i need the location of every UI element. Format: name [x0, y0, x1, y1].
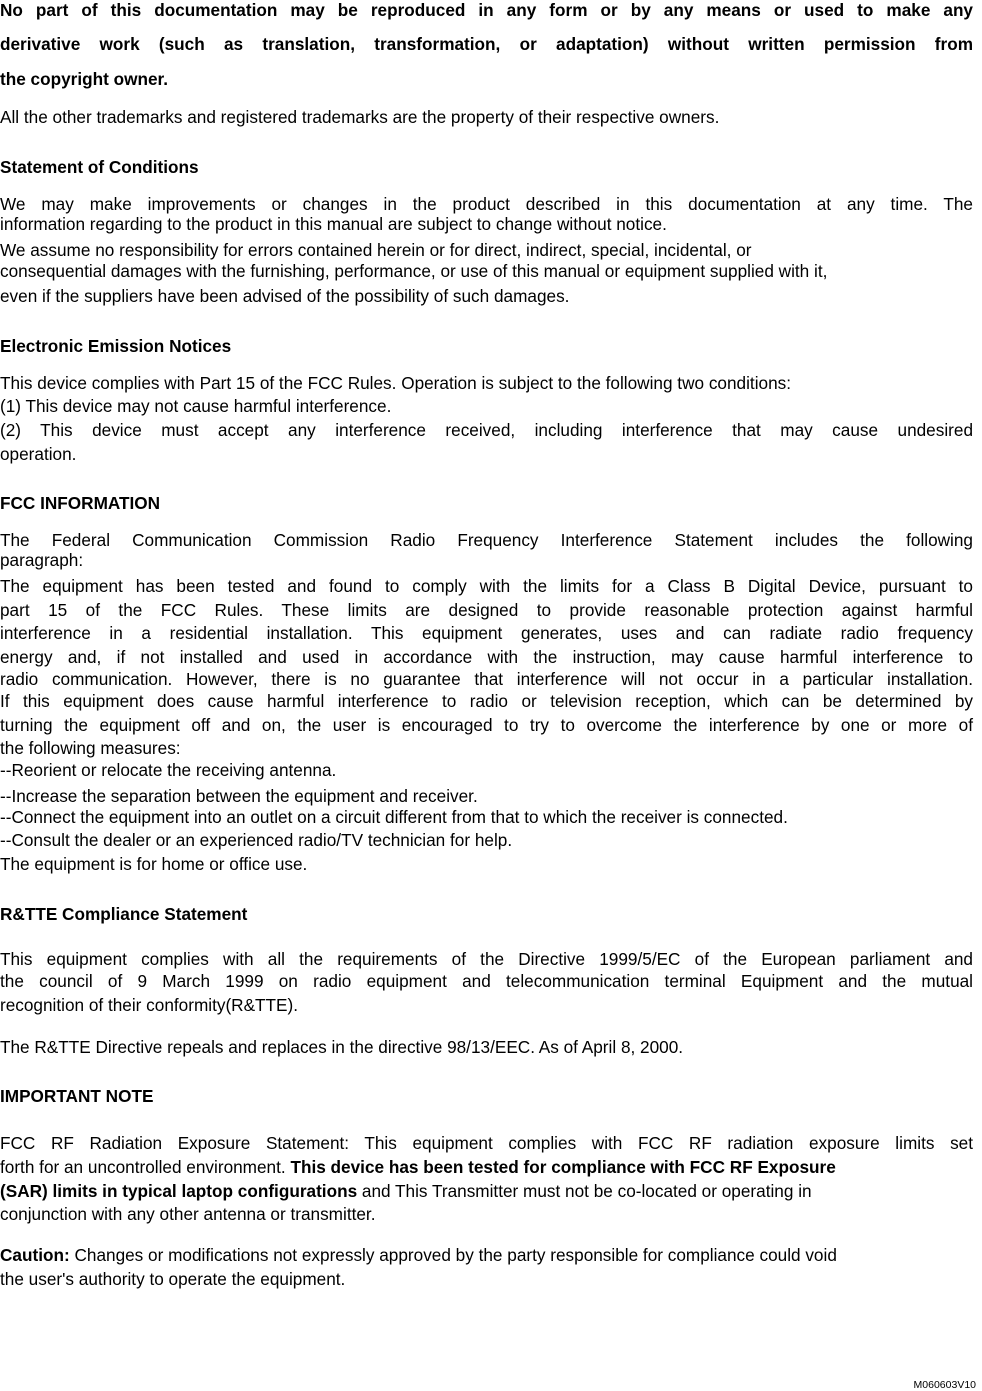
fcc-line-9: turning the equipment off and on, the user is encouraged to try to overcome the interference by one or more of [0, 715, 973, 735]
emission-line-3: (2) This device must accept any interference received, including interference that may cause undesired [0, 420, 973, 440]
fcc-measure-2: --Increase the separation between the equipment and receiver. [0, 786, 478, 806]
rtte-line-2: the council of 9 March 1999 on radio equipment and telecommunication terminal Equipment and the mutual [0, 971, 973, 991]
fcc-line-6: energy and, if not installed and used in accordance with the instruction, may cause harmful interference to [0, 647, 973, 667]
fcc-line-15: The equipment is for home or office use. [0, 854, 308, 874]
conditions-heading: Statement of Conditions [0, 157, 199, 177]
caution-text-1: Changes or modifications not expressly approved by the party responsible for compliance could void [69, 1245, 837, 1265]
important-line-4: conjunction with any other antenna or transmitter. [0, 1204, 376, 1224]
fcc-line-8: If this equipment does cause harmful interference to radio or television reception, which can be determined by [0, 691, 973, 711]
fcc-line-2: paragraph: [0, 550, 84, 570]
important-line-3-normal: and This Transmitter must not be co-located or operating in [357, 1181, 812, 1201]
fcc-line-10: the following measures: [0, 738, 181, 758]
emission-line-1: This device complies with Part 15 of the FCC Rules. Operation is subject to the following two conditions: [0, 373, 791, 393]
important-line-1: FCC RF Radiation Exposure Statement: This equipment complies with FCC RF radiation exposure limits set [0, 1133, 973, 1153]
caution-label: Caution: [0, 1245, 70, 1265]
important-heading: IMPORTANT NOTE [0, 1086, 154, 1106]
rtte-line-1: This equipment complies with all the requirements of the Directive 1999/5/EC of the European parliament and [0, 949, 973, 969]
fcc-measure-4: --Consult the dealer or an experienced radio/TV technician for help. [0, 830, 513, 850]
fcc-line-4: part 15 of the FCC Rules. These limits are designed to provide reasonable protection against harmful [0, 600, 973, 620]
fcc-heading: FCC INFORMATION [0, 493, 161, 513]
fcc-line-7: radio communication. However, there is no guarantee that interference will not occur in a particular installation. [0, 669, 973, 689]
rtte-heading: R&TTE Compliance Statement [0, 904, 248, 924]
rtte-line-3: recognition of their conformity(R&TTE). [0, 995, 299, 1015]
important-line-3-bold: (SAR) limits in typical laptop configurations [0, 1181, 358, 1201]
important-line-2 [0, 1159, 836, 1176]
conditions-line-2: information regarding to the product in this manual are subject to change without notice. [0, 214, 667, 234]
caution-line-2: the user's authority to operate the equipment. [0, 1269, 346, 1289]
copyright-line-1: No part of this documentation may be reproduced in any form or by any means or used to make any [0, 0, 973, 20]
important-line-2-bold: This device has been tested for compliance with FCC RF Exposure [285, 1157, 836, 1177]
document-code: M060603V10 [913, 1379, 976, 1391]
fcc-line-1: The Federal Communication Commission Radio Frequency Interference Statement includes the following [0, 530, 973, 550]
emission-line-4: operation. [0, 444, 77, 464]
caution-line-1 [0, 1247, 837, 1264]
important-line-2-normal: forth for an uncontrolled environment. [0, 1157, 286, 1177]
fcc-line-3: The equipment has been tested and found to comply with the limits for a Class B Digital Device, pursuant to [0, 576, 973, 596]
fcc-line-5: interference in a residential installation. This equipment generates, uses and can radiate radio frequency [0, 623, 973, 643]
fcc-measure-1: --Reorient or relocate the receiving antenna. [0, 760, 337, 780]
copyright-line-3: the copyright owner. [0, 69, 169, 89]
conditions-line-5: even if the suppliers have been advised of the possibility of such damages. [0, 286, 570, 306]
fcc-measure-3: --Connect the equipment into an outlet on a circuit different from that to which the receiver is connected. [0, 807, 788, 827]
rtte-line-4: The R&TTE Directive repeals and replaces in the directive 98/13/EEC. As of April 8, 2000. [0, 1037, 684, 1057]
conditions-line-1: We may make improvements or changes in the product described in this documentation at any time. The [0, 194, 973, 214]
important-line-3 [0, 1183, 812, 1200]
copyright-line-2: derivative work (such as translation, transformation, or adaptation) without written permission from [0, 34, 973, 54]
conditions-line-3: We assume no responsibility for errors contained herein or for direct, indirect, special, incidental, or [0, 240, 752, 260]
conditions-line-4: consequential damages with the furnishing, performance, or use of this manual or equipment supplied with it, [0, 261, 828, 281]
emission-line-2: (1) This device may not cause harmful interference. [0, 396, 392, 416]
emission-heading: Electronic Emission Notices [0, 336, 232, 356]
trademarks-notice: All the other trademarks and registered trademarks are the property of their respective owners. [0, 107, 720, 127]
